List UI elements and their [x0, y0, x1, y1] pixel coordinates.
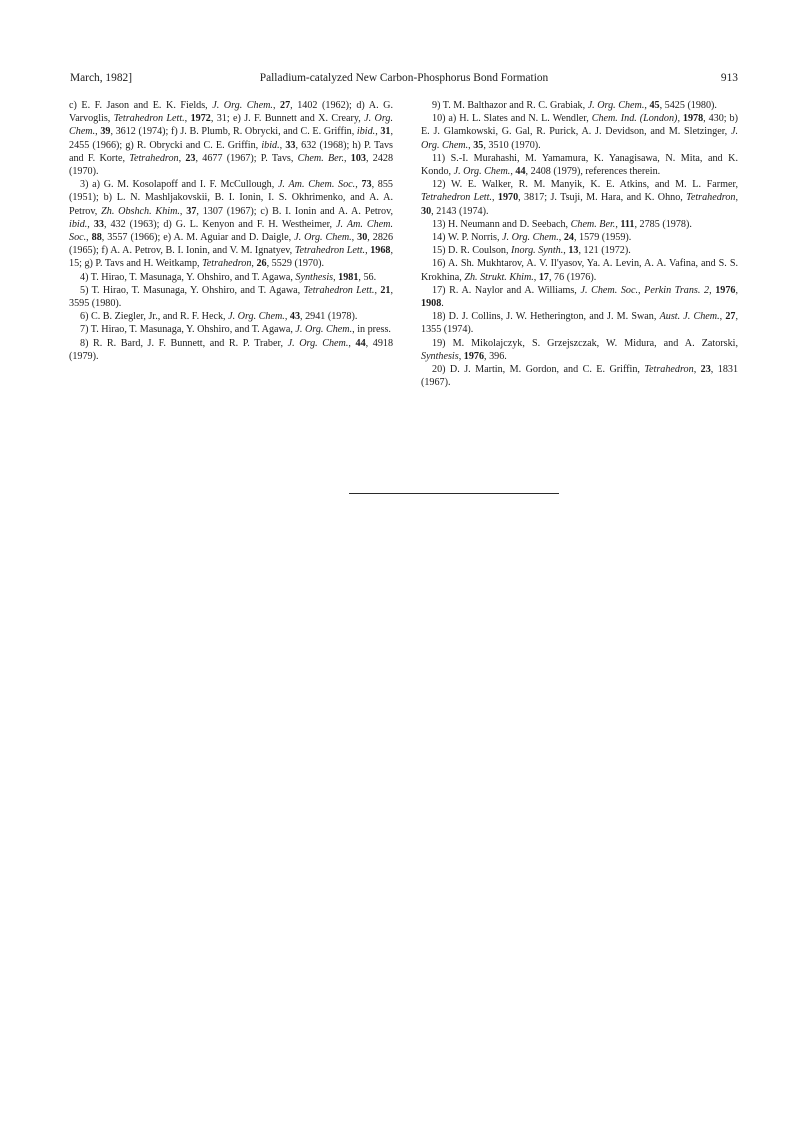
reference-text: , — [333, 271, 339, 283]
reference-text: , — [179, 205, 187, 217]
journal-name: J. Org. Chem. — [294, 232, 352, 244]
reference-text: , — [468, 139, 474, 151]
journal-name: J. Org. Chem. — [295, 324, 353, 336]
volume-number: 33 — [93, 218, 104, 230]
reference-text: , 855 (1951); b) L. N. Mashljakovskii, B. I. Ionin, I. S. Okhrimenko, and A. A. Petrov, — [69, 179, 393, 217]
references-left-column — [69, 99, 393, 363]
reference-entry — [421, 310, 738, 336]
reference-text: , 1307 (1967); c) B. I. Ionin and A. A. Petrov, — [196, 205, 394, 217]
reference-entry — [421, 231, 738, 244]
volume-number: 1970 — [497, 192, 519, 204]
reference-entry — [421, 244, 738, 257]
volume-number: 1976 — [463, 350, 484, 362]
reference-text: , 76 (1976). — [548, 271, 597, 283]
volume-number: 30 — [421, 205, 432, 217]
reference-entry — [421, 257, 738, 283]
volume-number: 1978 — [682, 113, 704, 125]
reference-text: , 3817; J. Tsuji, M. Hara, and K. Ohno, — [518, 192, 687, 204]
journal-name: Tetrahedron Lett. — [294, 245, 366, 257]
volume-number: 23 — [185, 152, 196, 164]
reference-text: , — [178, 152, 186, 164]
reference-text: , — [719, 311, 726, 323]
volume-number: 13 — [568, 245, 579, 257]
reference-text: , 2941 (1978). — [300, 311, 358, 323]
reference-text: 16) A. Sh. Mukhtarov, A. V. Il'yasov, Ya. A. Levin, A. A. Vafina, and S. S. Krokhina, — [421, 258, 738, 283]
reference-entry — [69, 271, 393, 284]
reference-entry — [421, 152, 738, 178]
journal-name: Tetrahedron — [202, 258, 252, 270]
reference-text: , — [735, 284, 738, 296]
journal-name: ibid. — [69, 218, 88, 230]
reference-text: , — [693, 364, 701, 376]
reference-text: , — [87, 218, 94, 230]
journal-name: Chem. Ber. — [570, 218, 616, 230]
reference-text: , — [491, 192, 498, 204]
volume-number: 17 — [538, 271, 549, 283]
journal-name: J. Org. Chem. — [587, 100, 645, 111]
reference-text: , 430; b) E. J. Glamkowski, G. Gal, R. Purick, A. J. Devidson, and M. Sletzinger, — [421, 113, 738, 138]
journal-name: Zh. Obshch. Khim. — [101, 205, 180, 217]
reference-entry — [69, 284, 393, 310]
journal-name: Chem. Ber. — [297, 152, 345, 164]
reference-text: , — [563, 245, 569, 257]
reference-text: , — [279, 139, 286, 151]
reference-entry — [421, 363, 738, 389]
reference-text: , — [184, 113, 191, 125]
page-number: 913 — [720, 72, 738, 84]
journal-name: J. Org. Chem. — [421, 126, 738, 151]
volume-number: 1972 — [190, 113, 211, 125]
journal-name: Tetrahedron Lett. — [421, 192, 492, 204]
volume-number: 35 — [473, 139, 484, 151]
reference-continuation — [69, 99, 393, 178]
reference-text: 5) T. Hirao, T. Masunaga, Y. Ohshiro, and T. Agawa, — [80, 284, 304, 296]
reference-entry — [421, 218, 738, 231]
reference-text: c) E. F. Jason and E. K. Fields, — [69, 100, 213, 111]
reference-text: 9) T. M. Balthazor and R. C. Grabiak, — [432, 100, 588, 111]
reference-text: , 31; e) J. F. Bunnett and X. Creary, — [210, 113, 365, 125]
reference-text: , 1355 (1974). — [421, 311, 739, 336]
volume-number: 44 — [515, 166, 526, 178]
volume-number: 31 — [380, 126, 391, 138]
journal-name: J. Org. Chem. — [212, 100, 273, 111]
reference-text: 18) D. J. Collins, J. W. Hetherington, and J. M. Swan, — [432, 311, 660, 323]
reference-text: , 5529 (1970). — [266, 258, 324, 270]
end-of-article-rule — [349, 493, 559, 494]
journal-name: J. Am. Chem. Soc. — [277, 179, 356, 191]
journal-name: Aust. J. Chem. — [659, 311, 720, 323]
journal-name: Tetrahedron — [129, 152, 179, 164]
reference-text: , — [365, 245, 371, 257]
reference-text: , 56. — [358, 271, 377, 283]
reference-text: , — [709, 284, 716, 296]
reference-entry — [69, 337, 393, 363]
volume-number: 30 — [357, 232, 368, 244]
running-header — [70, 72, 738, 86]
reference-text: , — [735, 192, 739, 204]
reference-text: 15) D. R. Coulson, — [432, 245, 512, 257]
reference-text: 4) T. Hirao, T. Masunaga, Y. Ohshiro, and T. Agawa, — [80, 271, 296, 283]
volume-number: 103 — [350, 152, 366, 164]
reference-text: , 4677 (1967); P. Tavs, — [195, 152, 298, 164]
reference-entry — [69, 310, 393, 323]
reference-text: , — [510, 166, 516, 178]
volume-number: 24 — [563, 232, 574, 244]
reference-text: , 4918 (1979). — [69, 337, 394, 362]
volume-number: 43 — [289, 311, 301, 323]
volume-number: 44 — [355, 337, 366, 349]
volume-number: 26 — [256, 258, 267, 270]
reference-text: , — [374, 284, 381, 296]
reference-text: , 121 (1972). — [578, 245, 631, 257]
reference-entry — [421, 284, 738, 310]
reference-text: , — [348, 337, 356, 349]
reference-text: 10) a) H. L. Slates and N. L. Wendler, — [432, 113, 592, 125]
reference-text: , 1402 (1962); d) A. G. Varvoglis, — [69, 100, 394, 125]
journal-name: Synthesis — [421, 350, 459, 362]
reference-text: , — [95, 126, 101, 138]
reference-entry — [421, 178, 738, 218]
journal-name: J. Org. Chem. — [228, 311, 285, 323]
journal-name: Tetrahedron Lett. — [113, 113, 185, 125]
reference-text: , 2785 (1978). — [634, 218, 692, 230]
reference-text: 17) R. A. Naylor and A. Williams, — [432, 284, 581, 296]
reference-text: 7) T. Hirao, T. Masunaga, Y. Ohshiro, and T. Agawa, — [80, 324, 296, 336]
volume-number: 88 — [91, 232, 102, 244]
reference-entry — [69, 178, 393, 270]
reference-text: , — [272, 100, 281, 111]
journal-name: Synthesis — [295, 271, 334, 283]
volume-number: 1976 — [715, 284, 736, 296]
journal-name: Tetrahedron — [686, 192, 736, 204]
reference-text: , — [644, 100, 650, 111]
journal-name: J. Org. Chem. — [453, 166, 511, 178]
journal-name: ibid. — [261, 139, 280, 151]
reference-text: 3) a) G. M. Kosolapoff and I. F. McCullough, — [80, 179, 278, 191]
volume-number: 1908 — [421, 298, 442, 310]
journal-name: J. Org. Chem. — [287, 337, 349, 349]
journal-name: J. Org. Chem. — [69, 113, 393, 138]
reference-text: , — [86, 232, 92, 244]
reference-text: , 1579 (1959). — [573, 232, 632, 244]
reference-entry — [421, 99, 738, 112]
reference-text: 13) H. Neumann and D. Seebach, — [432, 218, 571, 230]
journal-name: Tetrahedron — [644, 364, 694, 376]
reference-text: 8) R. R. Bard, J. F. Bunnett, and R. P. Traber, — [80, 337, 288, 349]
volume-number: 37 — [186, 205, 197, 217]
reference-text: 11) S.-I. Murahashi, M. Yamamura, K. Yanagisawa, N. Mita, and K. Kondo, — [421, 152, 738, 178]
reference-text: 12) W. E. Walker, R. M. Manyik, K. E. Atkins, and M. L. Farmer, — [432, 179, 738, 191]
reference-text: 19) M. Mikolajczyk, S. Grzejszczak, W. Midura, and A. Zatorski, — [432, 337, 738, 349]
reference-text: , in press. — [352, 324, 391, 336]
volume-number: 111 — [620, 218, 635, 230]
reference-entry — [69, 323, 393, 336]
journal-name: Tetrahedron Lett. — [303, 284, 375, 296]
reference-entry — [421, 337, 738, 363]
reference-text: , 2408 (1979), references therein. — [525, 166, 661, 178]
journal-name: J. Chem. Soc., Perkin Trans. 2 — [580, 284, 710, 296]
volume-number: 1981 — [338, 271, 359, 283]
reference-text: , 2143 (1974). — [431, 205, 489, 217]
reference-text: , 2826 (1965); f) A. A. Petrov, B. I. Ionin, and V. M. Ignatyev, — [69, 232, 394, 257]
volume-number: 33 — [285, 139, 296, 151]
volume-number: 21 — [380, 284, 391, 296]
reference-text: 20) D. J. Martin, M. Gordon, and C. E. Griffin, — [432, 364, 645, 376]
reference-text: , 3612 (1974); f) J. B. Plumb, R. Obrycki, and C. E. Griffin, — [110, 126, 357, 138]
journal-name: Zh. Strukt. Khim. — [464, 271, 534, 283]
reference-text: , — [615, 218, 621, 230]
reference-text: , 432 (1963); d) G. L. Kenyon and F. H. Westheimer, — [103, 218, 337, 230]
reference-text: , 15; g) P. Tavs and H. Weitkamp, — [69, 245, 393, 270]
volume-number: 39 — [100, 126, 111, 138]
reference-entry — [421, 112, 738, 152]
journal-name: Chem. Ind. (London) — [591, 113, 678, 125]
reference-text: , — [251, 258, 257, 270]
reference-text: , 2428 (1970). — [69, 152, 393, 178]
reference-text: , — [355, 179, 362, 191]
journal-name: J. Am. Chem. Soc. — [69, 218, 394, 244]
references-right-column — [421, 99, 738, 389]
volume-number: 23 — [700, 364, 711, 376]
reference-text: , — [375, 126, 381, 138]
reference-text: , 2455 (1966); g) R. Obrycki and C. E. Griffin, — [69, 126, 394, 151]
header-title: Palladium-catalyzed New Carbon-Phosphorus Bond Formation — [259, 72, 549, 84]
reference-text: , — [284, 311, 290, 323]
reference-text: , — [344, 152, 351, 164]
volume-number: 27 — [280, 100, 291, 111]
reference-text: , — [677, 113, 683, 125]
reference-text: . — [441, 298, 444, 310]
volume-number: 1968 — [370, 245, 391, 257]
header-date: March, 1982] — [70, 72, 132, 84]
volume-number: 73 — [361, 179, 372, 191]
journal-name: J. Org. Chem. — [502, 232, 559, 244]
volume-number: 45 — [649, 100, 660, 111]
reference-text: , 3557 (1966); e) A. M. Aguiar and D. Daigle, — [101, 232, 295, 244]
journal-name: ibid. — [356, 126, 376, 138]
reference-text: , 3510 (1970). — [483, 139, 541, 151]
reference-text: 14) W. P. Norris, — [432, 232, 503, 244]
reference-text: 6) C. B. Ziegler, Jr., and R. F. Heck, — [80, 311, 229, 323]
reference-text: , 3595 (1980). — [69, 284, 393, 310]
reference-text: , 1831 (1967). — [421, 364, 738, 389]
journal-name: Inorg. Synth. — [511, 245, 564, 257]
reference-text: , — [558, 232, 564, 244]
reference-text: , — [351, 232, 358, 244]
volume-number: 27 — [725, 311, 736, 323]
reference-text: , 5425 (1980). — [659, 100, 717, 111]
reference-text: , 396. — [484, 350, 507, 362]
reference-text: , — [458, 350, 464, 362]
reference-text: , — [533, 271, 539, 283]
reference-text: , 632 (1968); h) P. Tavs and F. Korte, — [69, 139, 393, 164]
